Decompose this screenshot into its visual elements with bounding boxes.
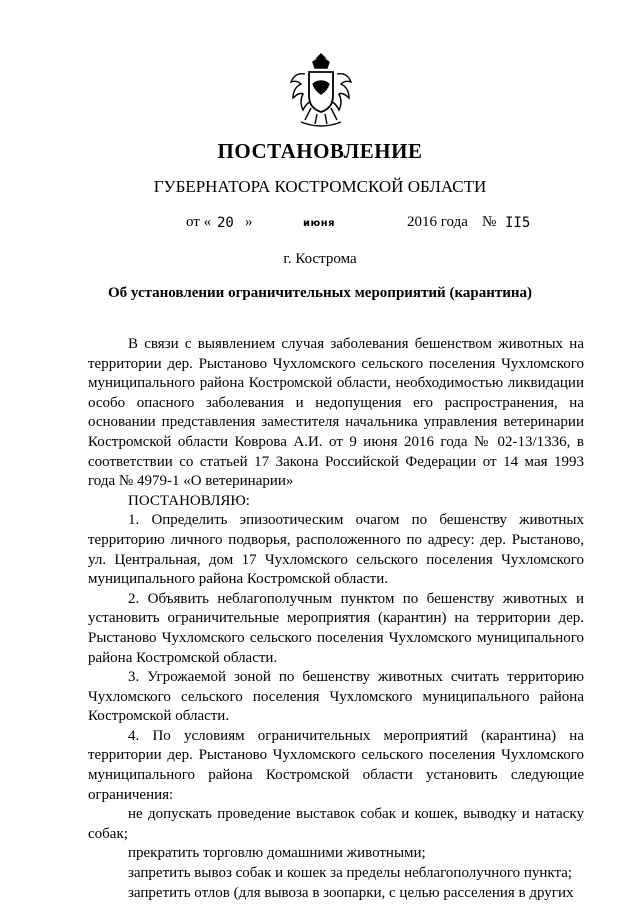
paragraph: ПОСТАНОВЛЯЮ: [128, 492, 250, 509]
date-month: июня [303, 218, 336, 229]
date-prefix: от « [186, 214, 212, 230]
paragraph: 3. Угрожаемой зоной по бешенству животных считать территорию Чухломского сельского поселения Чухломского муниципального района Костромской области. [88, 669, 584, 725]
document-subject: Об установлении ограничительных мероприятий (карантина) [107, 285, 532, 301]
paragraph: В связи с выявлением случая заболевания бешенством животных на территории дер. Рыстаново Чухломского сельского поселения Чухломского муниципального района Костромской области, необходимостью ликвидации особо опасного заболевания и недопущения его распространения, на основании представления заместителя начальника управления ветеринарии Костромской области Коврова А.И. от 9 июня 2016 года № 02-13/1336, в соответствии со статьей 17 Закона Российской Федерации от 14 мая 1993 года № 4979-1 «О ветеринарии» [88, 336, 584, 490]
paragraph: 4. По условиям ограничительных мероприятий (карантина) на территории дер. Рыстаново Чухломского сельского поселения Чухломского муниципального района Костромской области установить следующие ограничения: [88, 727, 584, 803]
number-sign: № [482, 214, 497, 230]
document-issuer: ГУБЕРНАТОРА КОСТРОМСКОЙ ОБЛАСТИ [153, 177, 487, 196]
date-close: » [245, 214, 253, 230]
document-body [88, 335, 584, 903]
city: г. Кострома [283, 251, 357, 267]
paragraph: запретить вывоз собак и кошек за пределы неблагополучного пункта; [128, 865, 573, 882]
paragraph: 1. Определить эпизоотическим очагом по бешенству животных территорию личного подворья, расположенного по адресу: дер. Рыстаново, ул. Центральная, дом 17 Чухломского сельского поселения Чухломского муниципального района Костромской области. [88, 512, 584, 588]
paragraph: запретить отлов (для вывоза в зоопарки, с целью расселения в других [128, 884, 574, 901]
document-number: II5 [505, 215, 531, 231]
paragraph: прекратить торговлю домашними животными; [128, 845, 426, 862]
document-title: ПОСТАНОВЛЕНИЕ [217, 139, 423, 163]
paragraph: 2. Объявить неблагополучным пунктом по бешенству животных и установить ограничительные мероприятия (карантин) на территории дер. Рыстаново Чухломского сельского поселения Чухломского муниципального района Костромской области. [88, 590, 584, 666]
paragraph: не допускать проведение выставок собак и кошек, выводку и натаску собак; [88, 806, 584, 842]
date-line [0, 214, 640, 234]
date-year: 2016 года [407, 214, 468, 230]
coat-of-arms-icon [287, 48, 355, 130]
date-day: 20 [217, 215, 234, 231]
